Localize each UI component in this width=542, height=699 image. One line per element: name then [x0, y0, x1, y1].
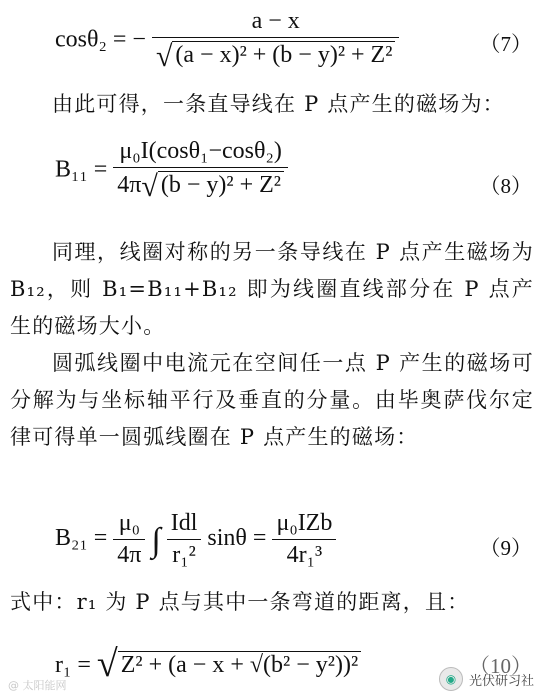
equation-8 — [0, 132, 542, 224]
paragraph-2: 同理，线圈对称的另一条导线在 P 点产生磁场为 B₁₂，则 B₁=B₁₁+B₁₂ 即为线圈直线部分在 P 点产生的磁场大小。 — [10, 240, 534, 338]
eq9-number: （9） — [479, 536, 532, 560]
eq8-number: （8） — [479, 174, 532, 198]
eq7-number: （7） — [479, 32, 532, 56]
eq7-formula: cosθ₂ = − $\frac{a - x}{\text{√ (a − x)² + (b − y)² + Z²}}$ — [55, 8, 399, 74]
paragraph-4: 式中：r₁ 为 P 点与其中一条弯道的距离，且： — [10, 590, 470, 614]
eq10-number: （10） — [469, 654, 532, 678]
watermark-left: @ 太阳能网 — [8, 679, 67, 692]
paragraph-1: 由此可得，一条直导线在 P 点产生的磁场为： — [52, 92, 505, 116]
watermark-right — [439, 667, 534, 691]
paragraph-3: 圆弧线圈中电流元在空间任一点 P 产生的磁场可分解为与坐标轴平行及垂直的分量。由毕奥萨伐尔定律可得单一圆弧线圈在 P 点产生的磁场： — [10, 351, 534, 449]
watermark-right-text: 光伏研习社 — [468, 673, 534, 689]
wechat-icon: ◉ — [439, 667, 463, 691]
equation-9 — [0, 504, 542, 588]
eq8-formula: B₁₁ = $\frac{\text{μ₀I(cosθ₁−cosθ₂)}}{\text{4π√ (b − y)² + Z²}}$ — [55, 138, 288, 204]
eq9-formula: B₂₁ = $\frac{\text{μ₀}}{4\pi}$ ∫ $\frac{\text{Idl}}{\text{r₁²}}$ sinθ = $\frac{\text{μ₀IZb}}{\text{4r₁³}}$ — [55, 510, 336, 569]
equation-7 — [0, 0, 542, 80]
eq10-formula: r₁ = √ Z² + (a − x + √(b² − y²))² — [55, 642, 361, 686]
